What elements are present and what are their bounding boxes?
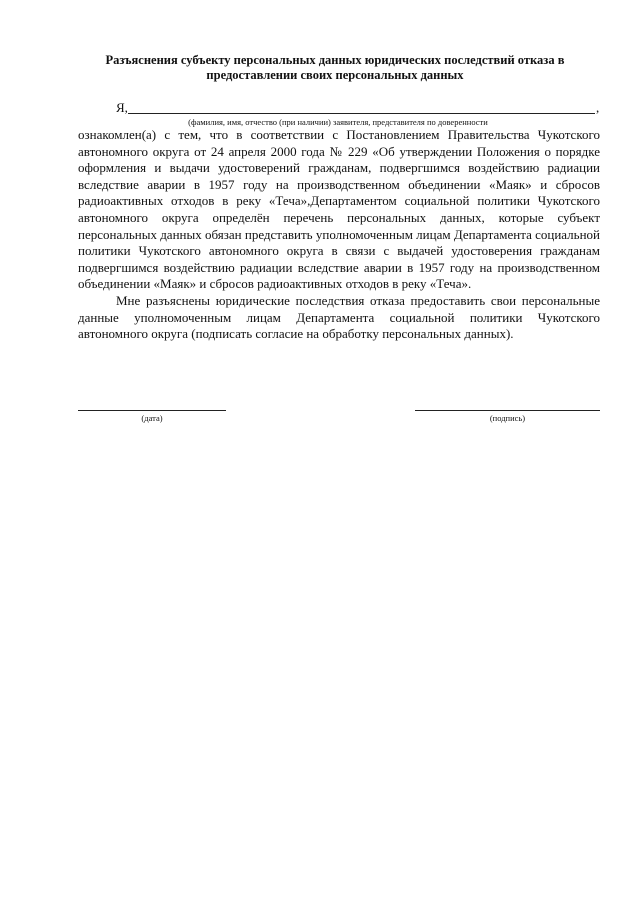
- document-body: [78, 127, 600, 343]
- signature-caption: (подпись): [489, 413, 526, 423]
- date-caption: (дата): [141, 413, 163, 423]
- applicant-prefix: Я,: [116, 100, 128, 115]
- paragraph-consequences: Мне разъяснены юридические последствия отказа предоставить свои персональные данные уполномоченным лицам Департамента социальной политики Чукотского автономного округа (подписать согласие на обработку персональных данных).: [78, 292, 600, 342]
- paragraph-consent-basis: ознакомлен(а) с тем, что в соответствии с Постановлением Правительства Чукотского автономного округа от 24 апреля 2000 года № 229 «Об утверждении Положения о порядке оформления и выдачи удостоверений гражданам, подвергшимся воздействию радиации вследствие аварии в 1957 году на производственном объединении «Маяк» и сбросов радиоактивных отходов в реку «Теча»,Департаментом социальной политики Чукотского автономного округа определён перечень персональных данных, которые субъект персональных данных обязан представить уполномоченным лицам Департамента социальной политики Чукотского автономного округа в связи с выдачей удостоверения гражданам подвергшимся воздействию радиации вследствие аварии в 1957 году на производственном объединении «Маяк» и сбросов радиоактивных отходов в реку «Теча».: [78, 127, 600, 292]
- signature-field[interactable]: [415, 410, 600, 411]
- applicant-hint: (фамилия, имя, отчество (при наличии) заявителя, представителя по доверенности: [188, 117, 488, 127]
- document-title: Разъяснения субъекту персональных данных юридических последствий отказа в предоставлении своих персональных данных: [105, 53, 565, 82]
- applicant-suffix: ,: [596, 100, 600, 115]
- date-field[interactable]: [78, 410, 226, 411]
- applicant-name-field[interactable]: [128, 113, 595, 114]
